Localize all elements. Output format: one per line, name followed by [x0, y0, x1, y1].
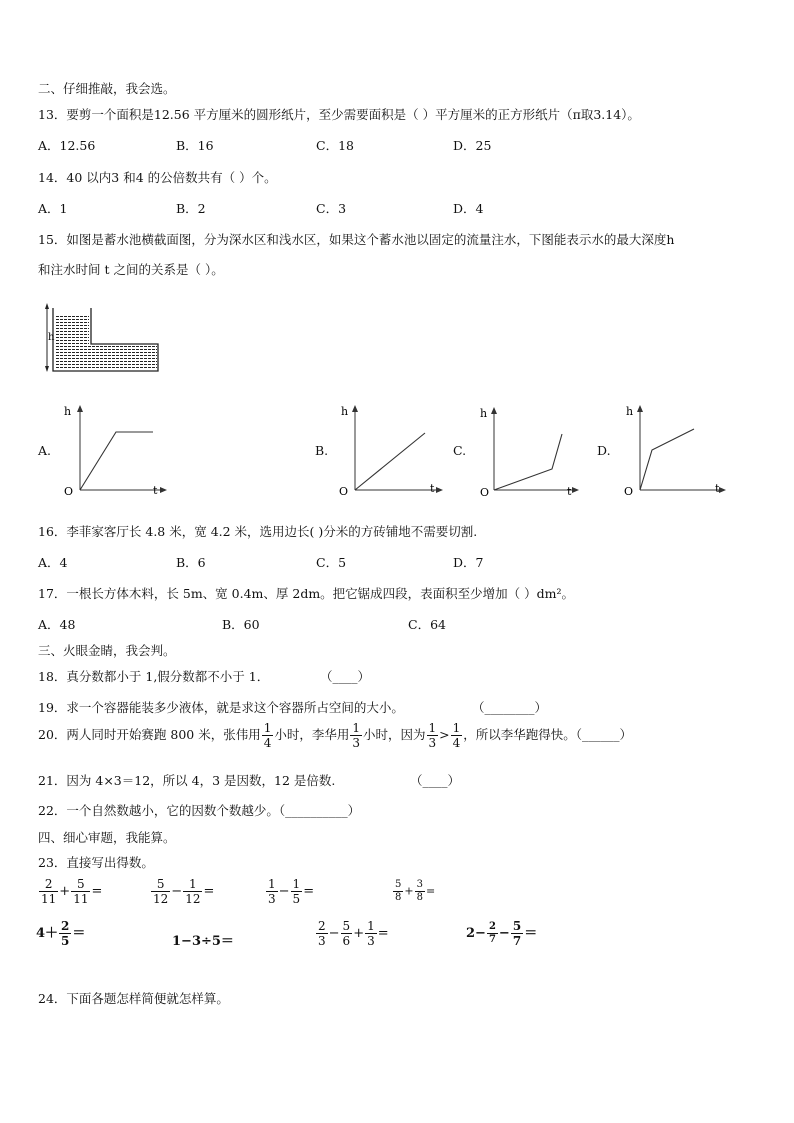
graph-a — [58, 398, 173, 503]
question-15-line1: 15．如图是蓄水池横截面图，分为深水区和浅水区，如果这个蓄水池以固定的流量注水，下图能表示水的最大深度h — [38, 232, 675, 247]
question-23: 23．直接写出得数。 — [38, 855, 154, 870]
q19-answer-blank[interactable]: （________） — [472, 700, 548, 715]
q16-option-a: A．4 — [38, 555, 68, 570]
y-arrow-icon — [352, 405, 358, 412]
question-22: 22．一个自然数越小，它的因数个数越少。（__________） — [38, 803, 361, 818]
svg-text:O: O — [624, 485, 634, 498]
q20-answer-blank: ，所以李华跑得快。（______） — [463, 727, 633, 742]
calc-3: $\frac{1}{3}$ − $\frac{1}{5}$ = — [268, 877, 315, 906]
graph-c — [476, 398, 586, 503]
y-arrow-icon — [491, 407, 497, 414]
question-18: 18．真分数都小于 1,假分数都不小于 1． — [38, 669, 270, 684]
q14-option-a: A．1 — [38, 201, 68, 216]
graph-a-line — [80, 432, 153, 490]
question-24: 24．下面各题怎样简便就怎样算。 — [38, 991, 229, 1006]
fraction: $\frac{1}{3}$ — [428, 721, 437, 750]
graph-b — [337, 398, 452, 503]
svg-text:t: t — [715, 482, 720, 495]
x-arrow-icon — [572, 487, 579, 493]
q15-option-c-label: C. — [453, 443, 467, 458]
reservoir-cross-section — [40, 300, 165, 375]
graph-b-line — [355, 433, 425, 490]
section-heading-4: 四、细心审题，我能算。 — [38, 830, 176, 845]
fraction: $\frac{1}{3}$ — [352, 721, 361, 750]
q14-option-c: C．3 — [316, 201, 347, 216]
fraction: $\frac{1}{4}$ — [452, 721, 461, 750]
x-arrow-icon — [436, 487, 443, 493]
x-arrow-icon — [719, 487, 726, 493]
fraction: $\frac{1}{4}$ — [263, 721, 272, 750]
question-16: 16．李菲家客厅长 4.8 米，宽 4.2 米，选用边长( )分米的方砖铺地不需要切割. — [38, 524, 478, 539]
calc-2: $\frac{5}{12}$ − $\frac{1}{12}$ = — [153, 877, 215, 906]
q14-option-d: D．4 — [453, 201, 484, 216]
q16-option-b: B．6 — [176, 555, 206, 570]
question-21: 21．因为 4×3＝12，所以 4，3 是因数，12 是倍数. — [38, 773, 336, 788]
svg-text:h: h — [64, 405, 72, 418]
graph-c-line — [494, 434, 562, 490]
graph-d — [622, 398, 734, 503]
svg-text:t: t — [567, 485, 572, 498]
y-arrow-icon — [637, 405, 643, 412]
calc-7: $\frac{2}{3}$ − $\frac{5}{6}$ + $\frac{1}{3}$ = — [318, 919, 389, 948]
svg-text:t: t — [153, 484, 158, 497]
question-20: 20．两人同时开始赛跑 800 米，张伟用 $\frac{1}{4}$ 小时，李华用 $\frac{1}{3}$ 小时，因为 $\frac{1}{3}$ > $\frac{1}{4}$ ，所以李华跑得快。（______） — [38, 721, 633, 750]
q18-answer-blank[interactable]: （____） — [320, 669, 371, 684]
question-15-line2: 和注水时间 t 之间的关系是（ ）。 — [38, 262, 224, 277]
calc-5: 4＋ $\frac{2}{5}$ ＝ — [36, 919, 86, 948]
question-14: 14．40 以内3 和4 的公倍数共有（ ）个。 — [38, 170, 277, 185]
q15-option-d-label: D. — [597, 443, 611, 458]
calc-1: $\frac{2}{11}$ + $\frac{5}{11}$ = — [41, 877, 103, 906]
section-heading-2: 二、仔细推敲，我会选。 — [38, 81, 176, 96]
svg-text:h: h — [626, 405, 634, 418]
graph-d-line — [640, 429, 694, 490]
fig-h-label: h — [48, 332, 55, 343]
question-13: 13．要剪一个面积是12.56 平方厘米的圆形纸片，至少需要面积是（ ）平方厘米的正方形纸片（π取3.14）。 — [38, 107, 640, 122]
svg-text:h: h — [480, 407, 488, 420]
svg-text:h: h — [341, 405, 349, 418]
q17-option-c: C．64 — [408, 617, 446, 632]
question-17: 17．一根长方体木料，长 5m、宽 0.4m、厚 2dm。把它锯成四段，表面积至少增加（ ）dm²。 — [38, 586, 575, 601]
section-heading-3: 三、火眼金睛，我会判。 — [38, 643, 176, 658]
q13-option-a: A．12.56 — [38, 138, 96, 153]
q15-option-b-label: B. — [315, 443, 329, 458]
q16-option-d: D．7 — [453, 555, 484, 570]
svg-text:O: O — [64, 485, 74, 498]
q17-option-b: B．60 — [222, 617, 260, 632]
q15-option-a-label: A. — [38, 443, 52, 458]
calc-6: 1−3÷5＝ — [172, 934, 234, 949]
calc-8: 2− $\frac{2}{7}$ − $\frac{5}{7}$ ＝ — [466, 919, 538, 948]
x-arrow-icon — [160, 487, 167, 493]
calc-4: $\frac{5}{8}$ + $\frac{3}{8}$ = — [395, 879, 436, 903]
q16-option-c: C．5 — [316, 555, 347, 570]
svg-text:O: O — [339, 485, 349, 498]
q13-option-b: B．16 — [176, 138, 214, 153]
q13-option-c: C．18 — [316, 138, 354, 153]
svg-text:O: O — [480, 486, 490, 499]
q17-option-a: A．48 — [38, 617, 76, 632]
q21-answer-blank[interactable]: （____） — [410, 773, 461, 788]
y-arrow-icon — [77, 405, 83, 412]
question-19: 19．求一个容器能装多少液体，就是求这个容器所占空间的大小。 — [38, 700, 404, 715]
q14-option-b: B．2 — [176, 201, 206, 216]
q13-option-d: D．25 — [453, 138, 492, 153]
svg-text:t: t — [430, 482, 435, 495]
